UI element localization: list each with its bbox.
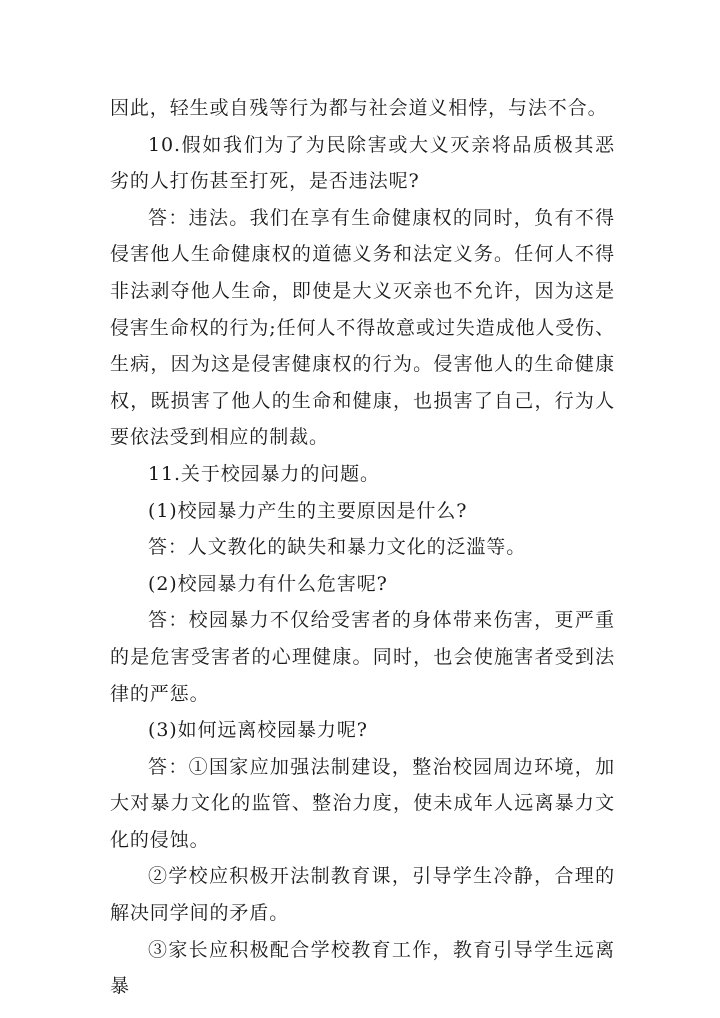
sub-answer-3-item-3: ③家长应积极配合学校教育工作，教育引导学生远离暴 xyxy=(110,938,615,998)
paragraph: 因此，轻生或自残等行为都与社会道义相悖，与法不合。 xyxy=(110,97,608,119)
question-11: 11.关于校园暴力的问题。 xyxy=(148,462,380,485)
sub-question-1: (1)校园暴力产生的主要原因是什么? xyxy=(148,499,468,522)
sub-answer-2: 答：校园暴力不仅给受害者的身体带来伤害，更严重的是危害受害者的心理健康。同时，也会使施害者受到法律的严惩。 xyxy=(110,609,615,705)
answer-10: 答：违法。我们在享有生命健康权的同时，负有不得侵害他人生命健康权的道德义务和法定义务。任何人不得非法剥夺他人生命，即使是大义灭亲也不允许，因为这是侵害生命权的行为;任何人不得故意或过失造成他人受伤、生病，因为这是侵害健康权的行为。侵害他人的生命健康权，既损害了他人的生命和健康，也损害了自己，行为人要依法受到相应的制裁。 xyxy=(110,206,615,449)
sub-answer-1: 答：人文教化的缺失和暴力文化的泛滥等。 xyxy=(148,536,527,559)
sub-question-2: (2)校园暴力有什么危害呢? xyxy=(148,572,388,595)
question-10: 10.假如我们为了为民除害或大义灭亲将品质极其恶劣的人打伤甚至打死，是否违法呢? xyxy=(110,133,615,193)
sub-answer-3-item-2: ②学校应积极开法制教育课，引导学生冷静，合理的解决同学间的矛盾。 xyxy=(110,865,615,925)
sub-question-3: (3)如何远离校园暴力呢? xyxy=(148,719,368,742)
document-body xyxy=(110,90,615,1005)
sub-answer-3-item-1: 答：①国家应加强法制建设，整治校园周边环境，加大对暴力文化的监管、整治力度，使未成年人远离暴力文化的侵蚀。 xyxy=(110,755,615,851)
